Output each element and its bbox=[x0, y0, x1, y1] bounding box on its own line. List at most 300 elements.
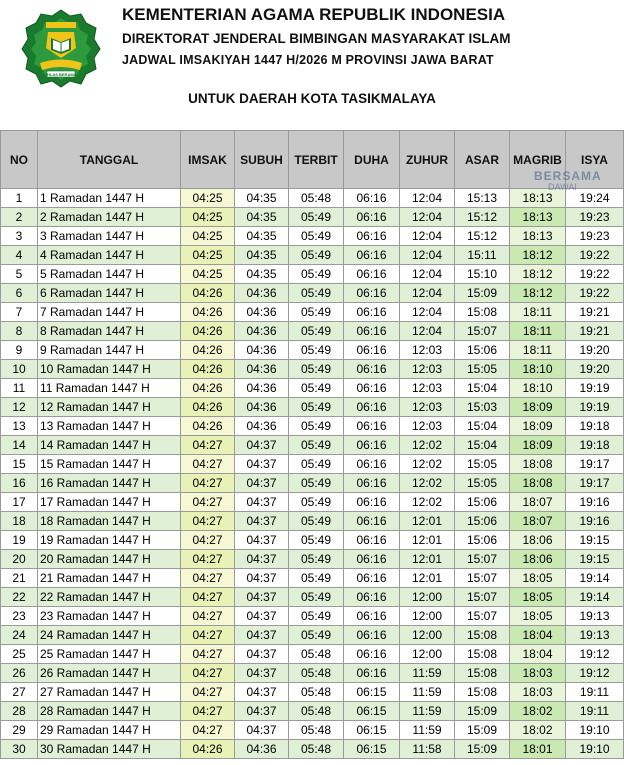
col-header-subuh: SUBUH bbox=[235, 131, 289, 189]
cell-subuh: 04:37 bbox=[235, 512, 289, 531]
cell-tgl: 15 Ramadan 1447 H bbox=[38, 455, 181, 474]
table-row bbox=[1, 645, 624, 664]
cell-tgl: 5 Ramadan 1447 H bbox=[38, 265, 181, 284]
table-row bbox=[1, 417, 624, 436]
cell-terbit: 05:49 bbox=[289, 322, 344, 341]
cell-magrib: 18:01 bbox=[510, 740, 566, 759]
table-row bbox=[1, 702, 624, 721]
cell-no: 8 bbox=[1, 322, 38, 341]
cell-zuhur: 12:02 bbox=[400, 436, 455, 455]
cell-subuh: 04:36 bbox=[235, 740, 289, 759]
cell-magrib: 18:02 bbox=[510, 721, 566, 740]
cell-tgl: 22 Ramadan 1447 H bbox=[38, 588, 181, 607]
cell-no: 10 bbox=[1, 360, 38, 379]
cell-duha: 06:16 bbox=[344, 436, 400, 455]
cell-imsak: 04:27 bbox=[181, 645, 235, 664]
table-row bbox=[1, 208, 624, 227]
cell-zuhur: 12:00 bbox=[400, 607, 455, 626]
table-row bbox=[1, 607, 624, 626]
cell-isya: 19:13 bbox=[566, 626, 624, 645]
cell-magrib: 18:06 bbox=[510, 531, 566, 550]
col-header-isya: ISYA bbox=[566, 131, 624, 189]
cell-magrib: 18:10 bbox=[510, 379, 566, 398]
col-header-zuhur: ZUHUR bbox=[400, 131, 455, 189]
cell-magrib: 18:03 bbox=[510, 664, 566, 683]
cell-imsak: 04:25 bbox=[181, 265, 235, 284]
cell-no: 9 bbox=[1, 341, 38, 360]
cell-terbit: 05:49 bbox=[289, 341, 344, 360]
cell-no: 18 bbox=[1, 512, 38, 531]
cell-zuhur: 12:04 bbox=[400, 265, 455, 284]
table-row bbox=[1, 740, 624, 759]
cell-imsak: 04:27 bbox=[181, 702, 235, 721]
table-body bbox=[1, 189, 624, 759]
cell-no: 23 bbox=[1, 607, 38, 626]
cell-tgl: 25 Ramadan 1447 H bbox=[38, 645, 181, 664]
cell-zuhur: 12:04 bbox=[400, 208, 455, 227]
cell-asar: 15:08 bbox=[455, 664, 510, 683]
cell-isya: 19:19 bbox=[566, 398, 624, 417]
table-row bbox=[1, 455, 624, 474]
cell-zuhur: 12:01 bbox=[400, 550, 455, 569]
cell-terbit: 05:49 bbox=[289, 379, 344, 398]
cell-duha: 06:16 bbox=[344, 455, 400, 474]
cell-terbit: 05:49 bbox=[289, 417, 344, 436]
cell-asar: 15:09 bbox=[455, 284, 510, 303]
cell-asar: 15:07 bbox=[455, 588, 510, 607]
cell-asar: 15:03 bbox=[455, 398, 510, 417]
cell-isya: 19:23 bbox=[566, 208, 624, 227]
cell-no: 19 bbox=[1, 531, 38, 550]
cell-magrib: 18:13 bbox=[510, 208, 566, 227]
cell-magrib: 18:11 bbox=[510, 322, 566, 341]
cell-tgl: 2 Ramadan 1447 H bbox=[38, 208, 181, 227]
cell-asar: 15:07 bbox=[455, 322, 510, 341]
cell-tgl: 23 Ramadan 1447 H bbox=[38, 607, 181, 626]
cell-subuh: 04:37 bbox=[235, 569, 289, 588]
cell-no: 13 bbox=[1, 417, 38, 436]
col-header-duha: DUHA bbox=[344, 131, 400, 189]
col-header-terbit: TERBIT bbox=[289, 131, 344, 189]
cell-zuhur: 12:00 bbox=[400, 626, 455, 645]
cell-duha: 06:15 bbox=[344, 683, 400, 702]
cell-subuh: 04:36 bbox=[235, 417, 289, 436]
cell-imsak: 04:27 bbox=[181, 493, 235, 512]
cell-subuh: 04:37 bbox=[235, 493, 289, 512]
cell-imsak: 04:25 bbox=[181, 227, 235, 246]
cell-subuh: 04:37 bbox=[235, 588, 289, 607]
cell-duha: 06:16 bbox=[344, 208, 400, 227]
cell-zuhur: 12:03 bbox=[400, 341, 455, 360]
cell-terbit: 05:49 bbox=[289, 512, 344, 531]
cell-terbit: 05:49 bbox=[289, 265, 344, 284]
table-row bbox=[1, 493, 624, 512]
cell-magrib: 18:08 bbox=[510, 474, 566, 493]
table-row bbox=[1, 303, 624, 322]
cell-isya: 19:18 bbox=[566, 436, 624, 455]
cell-magrib: 18:13 bbox=[510, 189, 566, 208]
cell-imsak: 04:27 bbox=[181, 550, 235, 569]
cell-duha: 06:16 bbox=[344, 550, 400, 569]
cell-no: 5 bbox=[1, 265, 38, 284]
cell-tgl: 17 Ramadan 1447 H bbox=[38, 493, 181, 512]
cell-subuh: 04:37 bbox=[235, 626, 289, 645]
cell-magrib: 18:12 bbox=[510, 246, 566, 265]
cell-imsak: 04:27 bbox=[181, 455, 235, 474]
cell-subuh: 04:37 bbox=[235, 683, 289, 702]
table-row bbox=[1, 664, 624, 683]
cell-magrib: 18:04 bbox=[510, 626, 566, 645]
cell-imsak: 04:26 bbox=[181, 284, 235, 303]
cell-asar: 15:07 bbox=[455, 607, 510, 626]
cell-magrib: 18:04 bbox=[510, 645, 566, 664]
cell-subuh: 04:37 bbox=[235, 436, 289, 455]
cell-subuh: 04:37 bbox=[235, 702, 289, 721]
cell-imsak: 04:26 bbox=[181, 417, 235, 436]
cell-no: 14 bbox=[1, 436, 38, 455]
cell-subuh: 04:37 bbox=[235, 664, 289, 683]
cell-isya: 19:24 bbox=[566, 189, 624, 208]
cell-subuh: 04:37 bbox=[235, 455, 289, 474]
cell-imsak: 04:25 bbox=[181, 189, 235, 208]
cell-asar: 15:04 bbox=[455, 379, 510, 398]
cell-isya: 19:15 bbox=[566, 550, 624, 569]
cell-magrib: 18:12 bbox=[510, 265, 566, 284]
cell-imsak: 04:27 bbox=[181, 474, 235, 493]
cell-no: 28 bbox=[1, 702, 38, 721]
region-title-text: UNTUK DAERAH KOTA TASIKMALAYA bbox=[188, 91, 436, 106]
cell-isya: 19:21 bbox=[566, 303, 624, 322]
cell-asar: 15:11 bbox=[455, 246, 510, 265]
cell-magrib: 18:11 bbox=[510, 303, 566, 322]
cell-zuhur: 11:59 bbox=[400, 702, 455, 721]
watermark bbox=[514, 168, 620, 194]
cell-imsak: 04:27 bbox=[181, 436, 235, 455]
col-header-no: NO bbox=[1, 131, 38, 189]
cell-no: 15 bbox=[1, 455, 38, 474]
cell-isya: 19:11 bbox=[566, 683, 624, 702]
cell-imsak: 04:27 bbox=[181, 626, 235, 645]
cell-tgl: 11 Ramadan 1447 H bbox=[38, 379, 181, 398]
cell-zuhur: 12:00 bbox=[400, 645, 455, 664]
cell-tgl: 3 Ramadan 1447 H bbox=[38, 227, 181, 246]
cell-magrib: 18:12 bbox=[510, 284, 566, 303]
table-row bbox=[1, 550, 624, 569]
cell-subuh: 04:35 bbox=[235, 265, 289, 284]
cell-zuhur: 12:04 bbox=[400, 227, 455, 246]
cell-terbit: 05:49 bbox=[289, 208, 344, 227]
cell-zuhur: 12:03 bbox=[400, 360, 455, 379]
cell-duha: 06:16 bbox=[344, 284, 400, 303]
cell-asar: 15:09 bbox=[455, 740, 510, 759]
cell-imsak: 04:27 bbox=[181, 683, 235, 702]
cell-isya: 19:22 bbox=[566, 284, 624, 303]
cell-tgl: 4 Ramadan 1447 H bbox=[38, 246, 181, 265]
cell-isya: 19:10 bbox=[566, 721, 624, 740]
cell-no: 16 bbox=[1, 474, 38, 493]
cell-imsak: 04:27 bbox=[181, 721, 235, 740]
cell-zuhur: 11:58 bbox=[400, 740, 455, 759]
cell-subuh: 04:37 bbox=[235, 550, 289, 569]
cell-isya: 19:17 bbox=[566, 474, 624, 493]
cell-zuhur: 12:01 bbox=[400, 569, 455, 588]
cell-zuhur: 12:01 bbox=[400, 512, 455, 531]
cell-duha: 06:15 bbox=[344, 702, 400, 721]
cell-asar: 15:07 bbox=[455, 569, 510, 588]
cell-zuhur: 12:02 bbox=[400, 493, 455, 512]
cell-terbit: 05:48 bbox=[289, 683, 344, 702]
cell-zuhur: 12:03 bbox=[400, 398, 455, 417]
cell-magrib: 18:05 bbox=[510, 569, 566, 588]
cell-duha: 06:16 bbox=[344, 303, 400, 322]
cell-no: 11 bbox=[1, 379, 38, 398]
cell-asar: 15:13 bbox=[455, 189, 510, 208]
region-title bbox=[0, 91, 624, 106]
cell-asar: 15:12 bbox=[455, 208, 510, 227]
cell-terbit: 05:49 bbox=[289, 436, 344, 455]
schedule-table bbox=[0, 130, 624, 759]
cell-isya: 19:21 bbox=[566, 322, 624, 341]
cell-imsak: 04:26 bbox=[181, 379, 235, 398]
col-header-imsak: IMSAK bbox=[181, 131, 235, 189]
cell-isya: 19:19 bbox=[566, 379, 624, 398]
cell-imsak: 04:27 bbox=[181, 607, 235, 626]
cell-magrib: 18:05 bbox=[510, 607, 566, 626]
cell-subuh: 04:36 bbox=[235, 379, 289, 398]
cell-duha: 06:16 bbox=[344, 569, 400, 588]
cell-magrib: 18:11 bbox=[510, 341, 566, 360]
watermark-subtext: DAWAI bbox=[548, 182, 577, 192]
cell-zuhur: 11:59 bbox=[400, 664, 455, 683]
cell-terbit: 05:48 bbox=[289, 721, 344, 740]
cell-imsak: 04:27 bbox=[181, 569, 235, 588]
cell-tgl: 19 Ramadan 1447 H bbox=[38, 531, 181, 550]
cell-duha: 06:16 bbox=[344, 417, 400, 436]
cell-imsak: 04:27 bbox=[181, 512, 235, 531]
cell-subuh: 04:36 bbox=[235, 341, 289, 360]
kemenag-logo-icon bbox=[20, 8, 102, 88]
cell-magrib: 18:07 bbox=[510, 512, 566, 531]
cell-terbit: 05:49 bbox=[289, 303, 344, 322]
cell-imsak: 04:27 bbox=[181, 588, 235, 607]
cell-subuh: 04:37 bbox=[235, 474, 289, 493]
cell-terbit: 05:49 bbox=[289, 607, 344, 626]
cell-duha: 06:16 bbox=[344, 531, 400, 550]
cell-terbit: 05:49 bbox=[289, 227, 344, 246]
cell-tgl: 28 Ramadan 1447 H bbox=[38, 702, 181, 721]
cell-terbit: 05:49 bbox=[289, 360, 344, 379]
cell-subuh: 04:36 bbox=[235, 322, 289, 341]
cell-imsak: 04:26 bbox=[181, 303, 235, 322]
table-row bbox=[1, 569, 624, 588]
table-row bbox=[1, 474, 624, 493]
cell-subuh: 04:36 bbox=[235, 360, 289, 379]
cell-terbit: 05:48 bbox=[289, 645, 344, 664]
cell-terbit: 05:49 bbox=[289, 550, 344, 569]
cell-asar: 15:06 bbox=[455, 341, 510, 360]
cell-magrib: 18:08 bbox=[510, 455, 566, 474]
cell-terbit: 05:48 bbox=[289, 740, 344, 759]
cell-duha: 06:16 bbox=[344, 512, 400, 531]
cell-tgl: 30 Ramadan 1447 H bbox=[38, 740, 181, 759]
cell-no: 29 bbox=[1, 721, 38, 740]
cell-terbit: 05:48 bbox=[289, 189, 344, 208]
cell-asar: 15:08 bbox=[455, 303, 510, 322]
table-row bbox=[1, 398, 624, 417]
col-header-asar: ASAR bbox=[455, 131, 510, 189]
cell-no: 21 bbox=[1, 569, 38, 588]
cell-zuhur: 12:04 bbox=[400, 284, 455, 303]
cell-zuhur: 11:59 bbox=[400, 683, 455, 702]
cell-tgl: 24 Ramadan 1447 H bbox=[38, 626, 181, 645]
cell-duha: 06:16 bbox=[344, 398, 400, 417]
cell-no: 20 bbox=[1, 550, 38, 569]
cell-asar: 15:07 bbox=[455, 550, 510, 569]
cell-imsak: 04:25 bbox=[181, 208, 235, 227]
cell-subuh: 04:35 bbox=[235, 246, 289, 265]
cell-subuh: 04:35 bbox=[235, 227, 289, 246]
cell-imsak: 04:26 bbox=[181, 341, 235, 360]
cell-tgl: 9 Ramadan 1447 H bbox=[38, 341, 181, 360]
cell-no: 17 bbox=[1, 493, 38, 512]
cell-zuhur: 12:00 bbox=[400, 588, 455, 607]
cell-asar: 15:08 bbox=[455, 645, 510, 664]
header-line-2: DIREKTORAT JENDERAL BIMBINGAN MASYARAKAT ISLAM bbox=[122, 31, 511, 46]
header-line-3: JADWAL IMSAKIYAH 1447 H/2026 M PROVINSI JAWA BARAT bbox=[122, 53, 494, 67]
cell-imsak: 04:26 bbox=[181, 360, 235, 379]
table-row bbox=[1, 322, 624, 341]
cell-duha: 06:16 bbox=[344, 474, 400, 493]
cell-no: 1 bbox=[1, 189, 38, 208]
cell-duha: 06:16 bbox=[344, 493, 400, 512]
table-row bbox=[1, 531, 624, 550]
cell-imsak: 04:25 bbox=[181, 246, 235, 265]
table-row bbox=[1, 588, 624, 607]
cell-isya: 19:20 bbox=[566, 360, 624, 379]
cell-duha: 06:15 bbox=[344, 740, 400, 759]
cell-duha: 06:16 bbox=[344, 645, 400, 664]
cell-no: 24 bbox=[1, 626, 38, 645]
cell-tgl: 10 Ramadan 1447 H bbox=[38, 360, 181, 379]
cell-terbit: 05:48 bbox=[289, 664, 344, 683]
cell-terbit: 05:49 bbox=[289, 531, 344, 550]
cell-no: 22 bbox=[1, 588, 38, 607]
cell-imsak: 04:26 bbox=[181, 398, 235, 417]
cell-duha: 06:16 bbox=[344, 341, 400, 360]
table-row bbox=[1, 683, 624, 702]
cell-magrib: 18:03 bbox=[510, 683, 566, 702]
cell-isya: 19:15 bbox=[566, 531, 624, 550]
cell-isya: 19:20 bbox=[566, 341, 624, 360]
cell-subuh: 04:37 bbox=[235, 531, 289, 550]
cell-duha: 06:16 bbox=[344, 379, 400, 398]
cell-tgl: 6 Ramadan 1447 H bbox=[38, 284, 181, 303]
cell-duha: 06:16 bbox=[344, 360, 400, 379]
table-row bbox=[1, 360, 624, 379]
cell-asar: 15:09 bbox=[455, 721, 510, 740]
cell-tgl: 27 Ramadan 1447 H bbox=[38, 683, 181, 702]
cell-subuh: 04:37 bbox=[235, 645, 289, 664]
cell-imsak: 04:27 bbox=[181, 664, 235, 683]
cell-imsak: 04:27 bbox=[181, 531, 235, 550]
cell-isya: 19:22 bbox=[566, 265, 624, 284]
cell-asar: 15:04 bbox=[455, 417, 510, 436]
table-row bbox=[1, 246, 624, 265]
cell-asar: 15:09 bbox=[455, 702, 510, 721]
cell-subuh: 04:37 bbox=[235, 607, 289, 626]
cell-zuhur: 12:04 bbox=[400, 303, 455, 322]
cell-tgl: 8 Ramadan 1447 H bbox=[38, 322, 181, 341]
cell-subuh: 04:37 bbox=[235, 721, 289, 740]
cell-terbit: 05:49 bbox=[289, 284, 344, 303]
cell-duha: 06:16 bbox=[344, 322, 400, 341]
cell-duha: 06:16 bbox=[344, 189, 400, 208]
cell-terbit: 05:49 bbox=[289, 569, 344, 588]
cell-tgl: 29 Ramadan 1447 H bbox=[38, 721, 181, 740]
cell-zuhur: 12:04 bbox=[400, 322, 455, 341]
cell-subuh: 04:36 bbox=[235, 284, 289, 303]
cell-tgl: 26 Ramadan 1447 H bbox=[38, 664, 181, 683]
cell-magrib: 18:09 bbox=[510, 398, 566, 417]
cell-asar: 15:05 bbox=[455, 360, 510, 379]
cell-no: 7 bbox=[1, 303, 38, 322]
cell-terbit: 05:49 bbox=[289, 493, 344, 512]
header-line-1: KEMENTERIAN AGAMA REPUBLIK INDONESIA bbox=[122, 5, 506, 24]
cell-asar: 15:08 bbox=[455, 683, 510, 702]
cell-zuhur: 12:04 bbox=[400, 246, 455, 265]
cell-terbit: 05:49 bbox=[289, 246, 344, 265]
cell-subuh: 04:35 bbox=[235, 189, 289, 208]
svg-text:IKHLAS BERAMAL: IKHLAS BERAMAL bbox=[43, 71, 79, 77]
cell-zuhur: 12:04 bbox=[400, 189, 455, 208]
cell-isya: 19:22 bbox=[566, 246, 624, 265]
cell-tgl: 13 Ramadan 1447 H bbox=[38, 417, 181, 436]
cell-magrib: 18:06 bbox=[510, 550, 566, 569]
table-row bbox=[1, 436, 624, 455]
cell-zuhur: 12:03 bbox=[400, 417, 455, 436]
cell-isya: 19:10 bbox=[566, 740, 624, 759]
cell-terbit: 05:49 bbox=[289, 474, 344, 493]
cell-isya: 19:17 bbox=[566, 455, 624, 474]
col-header-magrib: MAGRIB bbox=[510, 131, 566, 189]
cell-isya: 19:14 bbox=[566, 569, 624, 588]
cell-magrib: 18:09 bbox=[510, 417, 566, 436]
cell-duha: 06:16 bbox=[344, 664, 400, 683]
cell-terbit: 05:49 bbox=[289, 398, 344, 417]
cell-tgl: 7 Ramadan 1447 H bbox=[38, 303, 181, 322]
table-row bbox=[1, 379, 624, 398]
cell-tgl: 20 Ramadan 1447 H bbox=[38, 550, 181, 569]
cell-no: 26 bbox=[1, 664, 38, 683]
cell-duha: 06:16 bbox=[344, 246, 400, 265]
table-row bbox=[1, 341, 624, 360]
cell-asar: 15:04 bbox=[455, 436, 510, 455]
cell-magrib: 18:09 bbox=[510, 436, 566, 455]
cell-magrib: 18:10 bbox=[510, 360, 566, 379]
cell-zuhur: 12:02 bbox=[400, 455, 455, 474]
cell-no: 27 bbox=[1, 683, 38, 702]
cell-no: 4 bbox=[1, 246, 38, 265]
table-row bbox=[1, 626, 624, 645]
table-row bbox=[1, 265, 624, 284]
cell-magrib: 18:05 bbox=[510, 588, 566, 607]
cell-no: 3 bbox=[1, 227, 38, 246]
cell-tgl: 21 Ramadan 1447 H bbox=[38, 569, 181, 588]
table-row bbox=[1, 512, 624, 531]
cell-asar: 15:05 bbox=[455, 455, 510, 474]
cell-asar: 15:08 bbox=[455, 626, 510, 645]
cell-asar: 15:06 bbox=[455, 531, 510, 550]
